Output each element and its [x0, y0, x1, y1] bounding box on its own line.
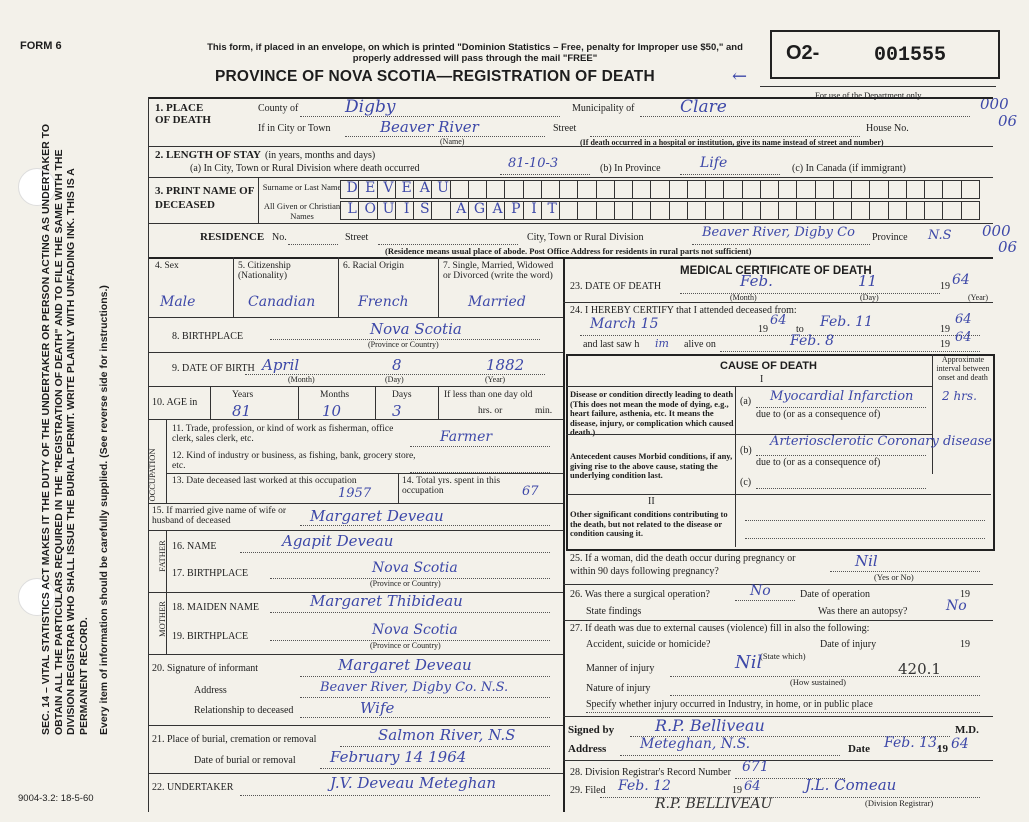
burial-place-value: Salmon River, N.S — [378, 726, 516, 744]
given-letter: T — [547, 201, 557, 217]
father-div — [166, 530, 167, 592]
col-div-3 — [438, 257, 439, 317]
side-note: Every item of information should be carefully supplied. (See reverse side for instructions.) — [98, 285, 111, 735]
spouse-line — [300, 525, 550, 526]
hrs-label: hrs. or — [478, 406, 503, 416]
mother-birthplace-hint: (Province or Country) — [370, 641, 441, 650]
informant-address-label: Address — [194, 685, 227, 696]
burial-place-line — [340, 746, 550, 747]
marital-label: 7. Single, Married, Widowed or Divorced (write the word) — [443, 261, 554, 281]
father-name-label: 16. NAME — [172, 541, 217, 552]
code-3: 000 — [982, 222, 1011, 240]
min-label: min. — [535, 406, 553, 416]
residence-label: RESIDENCE — [200, 231, 265, 243]
given-letter: I — [403, 201, 410, 217]
interval-label: Approximate interval between onset and death — [936, 355, 990, 382]
racial-value: French — [358, 294, 409, 310]
death-year-prefix: 19 — [940, 281, 950, 292]
how-hint: (How sustained) — [790, 677, 846, 687]
division-registrar-hint: (Division Registrar) — [865, 798, 934, 808]
age-label: 10. AGE in — [152, 397, 198, 408]
last-saw-prefix: im — [655, 337, 669, 350]
date-op-19: 19 — [960, 589, 970, 600]
other-significant-label: Other significant conditions contributing to the death, but not related to the disease or condition causing it. — [570, 509, 728, 538]
given-letter: U — [382, 201, 395, 217]
stay-b-value: Life — [700, 155, 728, 171]
stay-b-line — [680, 174, 780, 175]
res-city-line — [692, 244, 870, 245]
due-to-b: due to (or as a consequence of) — [756, 457, 881, 468]
street-label: Street — [553, 123, 577, 134]
md-label: M.D. — [955, 724, 979, 736]
print-name-label: 3. PRINT NAME OF DECEASED — [155, 185, 254, 211]
rule-6 — [148, 352, 563, 353]
months-label: Months — [320, 390, 350, 400]
rule-8 — [148, 419, 563, 420]
residence-street-label: Street — [345, 232, 369, 243]
mother-maiden-label: 18. MAIDEN NAME — [172, 602, 259, 613]
registration-number-box — [770, 30, 1000, 79]
md-address-line — [620, 755, 840, 756]
house-no-label: House No. — [866, 123, 909, 134]
trade-label: 11. Trade, profession, or kind of work as fisherman, office clerk, sales clerk, etc. — [172, 424, 394, 444]
date-injury-19: 19 — [960, 639, 970, 650]
filed-year-value: 64 — [744, 779, 761, 794]
nature-label: Nature of injury — [586, 683, 651, 694]
autopsy-label: Was there an autopsy? — [818, 606, 908, 617]
cause-a-value: Myocardial Infarction — [770, 389, 914, 404]
cause-c-label: (c) — [740, 477, 752, 488]
med-rule-2 — [563, 584, 993, 585]
surname-letters — [343, 180, 452, 196]
code-2: 06 — [998, 112, 1018, 130]
spouse-label: 15. If married give name of wife or husband of deceased — [152, 506, 287, 526]
length-of-stay-label: 2. LENGTH OF STAY — [155, 149, 261, 161]
city-value: Beaver River — [380, 118, 479, 136]
name-divider — [258, 178, 259, 223]
undertaker-label: 22. UNDERTAKER — [152, 782, 234, 793]
age-div-4 — [438, 386, 439, 419]
death-month-hint: (Month) — [730, 293, 757, 302]
occupation-div — [166, 419, 167, 503]
burial-date-line — [320, 768, 550, 769]
marital-value: Married — [468, 294, 526, 310]
rule-10 — [148, 530, 563, 531]
mother-vertical-label: MOTHER — [157, 601, 167, 637]
age-div-2 — [298, 386, 299, 419]
surname-letter: E — [365, 180, 376, 196]
mail-notice: This form, if placed in an envelope, on which is printed "Dominion Statistics – Free, penalty for Improper use $50," and properly addressed will pass through the mail "FREE" — [207, 42, 743, 64]
surgical-line — [735, 600, 795, 601]
specify-label: Specify whether injury occurred in Industry, in home, or in public place — [586, 699, 873, 710]
manner-value: Nil — [735, 652, 763, 673]
father-name-value: Agapit Deveau — [282, 532, 394, 550]
last-saw-year: 64 — [955, 330, 972, 345]
less-day-label: If less than one day old — [444, 390, 533, 400]
surgical-value: No — [750, 583, 771, 599]
given-letter: G — [473, 201, 485, 217]
attended-from-19: 19 — [758, 324, 768, 335]
cause-b-label: (b) — [740, 445, 752, 456]
form-number: FORM 6 — [20, 40, 62, 52]
last-saw-date: Feb. 8 — [790, 333, 835, 349]
alive-on-label: alive on — [684, 339, 716, 350]
father-birthplace-value: Nova Scotia — [372, 560, 458, 576]
informant-address-line — [300, 697, 550, 698]
city-label: If in City or Town — [258, 123, 331, 134]
age-div-1 — [210, 386, 211, 419]
given-letter: L — [347, 201, 357, 217]
roman-one: I — [760, 374, 764, 385]
trade-line — [410, 446, 550, 447]
external-label: 27. If death was due to external causes (violence) fill in also the following: — [570, 623, 870, 634]
nature-line — [670, 695, 980, 696]
dob-year: 1882 — [486, 356, 525, 374]
occupation-vertical-label: OCCUPATION — [147, 448, 157, 502]
signed-by-value: R.P. Belliveau — [655, 716, 765, 735]
residence-note: (Residence means usual place of abode. Post Office Address for residents in rural parts not sufficient) — [385, 246, 752, 256]
signed-by-label: Signed by — [568, 724, 615, 736]
informant-address-value: Beaver River, Digby Co. N.S. — [320, 680, 509, 695]
county-line — [300, 116, 560, 117]
attended-to-19: 19 — [940, 324, 950, 335]
given-letter: O — [364, 201, 377, 217]
surname-letter: E — [401, 180, 412, 196]
cause-b-value: Arteriosclerotic Coronary disease — [770, 434, 992, 449]
given-label: All Given or Christian Names — [263, 201, 341, 221]
birthplace-value: Nova Scotia — [370, 320, 462, 338]
md-address-label: Address — [568, 743, 607, 755]
father-birthplace-label: 17. BIRTHPLACE — [172, 568, 249, 579]
reg-number: 001555 — [874, 44, 947, 67]
code-1: 000 — [980, 95, 1009, 113]
mother-maiden-line — [270, 612, 550, 613]
disease-label: Disease or condition directly leading to death (This does not mean the mode of dying, e.g., heart failure, asthenia, etc. It means the disease, injury, or complication which caused death.) — [570, 389, 734, 437]
yes-no-hint: (Yes or No) — [874, 572, 914, 582]
relationship-value: Wife — [360, 699, 395, 717]
cause-a-line — [756, 407, 926, 408]
death-year: 64 — [952, 272, 970, 288]
cause-rule-3 — [566, 494, 991, 495]
birthplace-hint: (Province or Country) — [368, 340, 439, 349]
cause-c-line — [756, 488, 926, 489]
specify-line — [586, 712, 980, 713]
md-date-value: Feb. 13, — [884, 735, 942, 751]
arrow-mark: ← — [732, 66, 748, 87]
cause-title: CAUSE OF DEATH — [720, 360, 817, 372]
side-statute-text: SEC. 14 – VITAL STATISTICS ACT MAKES IT THE DUTY OF THE UNDERTAKER OR PERSON ACTING AS UNDERTAKER TO OBTAIN ALL THE PARTICULARS REQUIRED IN THE "REGISTRATION OF DEATH" AND TO FILE THE SAME WITH THE DIVISION REGISTRAR WHO SHALL ISSUE THE BURIAL PERMIT. WRITE PLAINLY WITH UNFADING INK. THIS IS A PERMANENT RECORD. — [40, 124, 90, 735]
burial-place-label: 21. Place of burial, cremation or removal — [152, 734, 317, 745]
date-death-label: 23. DATE OF DEATH — [570, 281, 662, 292]
dob-day-hint: (Day) — [385, 375, 404, 384]
relationship-line — [300, 717, 550, 718]
last-saw-line — [720, 351, 980, 352]
rule-3 — [148, 223, 993, 224]
res-street-line — [378, 244, 518, 245]
interval-a-value: 2 hrs. — [942, 389, 977, 403]
sex-label: 4. Sex — [155, 261, 179, 271]
racial-label: 6. Racial Origin — [343, 261, 404, 271]
cause-label-div — [735, 386, 736, 547]
given-letter: A — [492, 201, 503, 217]
antecedent-label: Antecedent causes Morbid conditions, if any, giving rise to the above cause, stating the underlying condition last. — [570, 451, 733, 480]
mother-birthplace-label: 19. BIRTHPLACE — [172, 631, 249, 642]
spouse-value: Margaret Deveau — [310, 507, 444, 525]
footer-code: 9004-3.2: 18-5-60 — [18, 793, 94, 804]
age-years-value: 81 — [232, 402, 252, 420]
stay-a-line — [500, 174, 590, 175]
attended-from-year: 64 — [770, 313, 787, 328]
father-name-line — [240, 552, 550, 553]
other-line-1 — [745, 520, 985, 521]
md-address-value: Meteghan, N.S. — [640, 736, 751, 752]
to-label: to — [796, 324, 804, 335]
med-rule-4 — [563, 716, 993, 717]
surname-letter: V — [383, 180, 394, 196]
undertaker-value: J.V. Deveau Meteghan — [330, 774, 496, 792]
findings-label: State findings — [586, 606, 642, 617]
father-vertical-label: FATHER — [157, 540, 167, 572]
attended-to: Feb. 11 — [820, 314, 873, 330]
record-number-label: 28. Division Registrar's Record Number — [570, 767, 731, 778]
registrar-signature: J.L. Comeau — [805, 776, 897, 794]
md-year-value: 64 — [951, 736, 969, 752]
bottom-signature: R.P. BELLIVEAU — [655, 796, 773, 812]
residence-no-label: No. — [272, 232, 287, 243]
code-4: 06 — [998, 238, 1018, 256]
attended-from: March 15 — [590, 316, 659, 332]
rule-5 — [148, 317, 563, 318]
med-rule-1 — [563, 302, 993, 303]
col-div-2 — [338, 257, 339, 317]
mother-birthplace-value: Nova Scotia — [372, 622, 458, 638]
place-of-death-label: 1. PLACE OF DEATH — [155, 102, 211, 126]
given-letter — [434, 201, 452, 217]
roman-two: II — [648, 496, 655, 507]
citizenship-label: 5. Citizenship (Nationality) — [238, 261, 291, 281]
medical-title: MEDICAL CERTIFICATE OF DEATH — [680, 265, 872, 277]
dob-year-hint: (Year) — [485, 375, 506, 384]
relationship-label: Relationship to deceased — [194, 705, 294, 716]
dob-month: April — [262, 356, 300, 374]
street-line — [590, 136, 860, 137]
trade-value: Farmer — [440, 429, 493, 445]
death-line — [680, 293, 940, 294]
med-rule-3 — [563, 620, 993, 621]
filed-19: 19 — [732, 785, 742, 796]
age-days-value: 3 — [392, 402, 402, 420]
manner-label: Manner of injury — [586, 663, 655, 674]
top-rule — [148, 97, 993, 99]
surname-label: Surname or Last Name — [262, 182, 342, 192]
total-years-value: 67 — [522, 484, 539, 499]
death-day-hint: (Day) — [860, 293, 879, 302]
department-use-note: For use of the Department only — [815, 90, 922, 100]
md-year-prefix: 19 — [937, 743, 948, 755]
informant-value: Margaret Deveau — [338, 656, 472, 674]
industry-label: 12. Kind of industry or business, as fishing, bank, grocery store, etc. — [172, 451, 416, 471]
state-which-hint: (State which) — [760, 651, 806, 661]
given-letter: I — [531, 201, 537, 217]
code-4201: 420.1 — [898, 660, 941, 678]
other-line-2 — [745, 538, 985, 539]
residence-city-label: City, Town or Rural Division — [527, 232, 644, 243]
filed-label: 29. Filed — [570, 785, 606, 796]
informant-label: 20. Signature of informant — [152, 663, 259, 674]
municipality-line — [640, 116, 970, 117]
rule-1 — [148, 146, 993, 147]
father-birthplace-hint: (Province or Country) — [370, 579, 441, 588]
last-worked-label: 13. Date deceased last worked at this occupation — [172, 476, 357, 486]
pregnancy-value: Nil — [855, 552, 878, 570]
date-injury-label: Date of injury — [820, 639, 877, 650]
med-rule-5 — [563, 760, 993, 761]
death-year-hint: (Year) — [968, 293, 989, 302]
stay-c-label: (c) In Canada (if immigrant) — [792, 163, 906, 174]
hospital-note: (If death occurred in a hospital or institution, give its name instead of street and number) — [580, 138, 884, 147]
birthplace-label: 8. BIRTHPLACE — [172, 331, 244, 342]
certify-label: 24. I HEREBY CERTIFY that I attended deceased from: — [570, 305, 797, 316]
given-letter: S — [420, 201, 430, 217]
attended-to-year: 64 — [955, 312, 972, 327]
length-units: (in years, months and days) — [265, 150, 376, 161]
record-number-value: 671 — [742, 759, 769, 775]
filed-date-value: Feb. 12 — [618, 778, 671, 794]
dob-label: 9. DATE OF BIRTH — [172, 363, 255, 374]
last-saw-label: and last saw h — [583, 339, 640, 350]
given-letters — [343, 201, 561, 217]
residence-province-value: N.S — [928, 228, 952, 243]
pregnancy-label: 25. If a woman, did the death occur during pregnancy or within 90 days following pregnancy? — [570, 553, 796, 577]
dob-month-hint: (Month) — [288, 375, 315, 384]
total-years-label: 14. Total yrs. spent in this occupation — [402, 476, 501, 496]
burial-date-value: February 14 1964 — [330, 748, 467, 766]
rule-12 — [148, 654, 563, 655]
days-label: Days — [392, 390, 412, 400]
death-month: Feb. — [740, 272, 773, 290]
rule-2 — [148, 177, 993, 178]
center-divider — [563, 257, 565, 812]
residence-province-label: Province — [872, 232, 908, 243]
stay-a-label: (a) In City, Town or Rural Division where death occurred — [190, 163, 420, 174]
md-date-label: Date — [848, 743, 870, 755]
residence-city-value: Beaver River, Digby Co — [702, 225, 855, 240]
cause-a-label: (a) — [740, 396, 752, 407]
age-months-value: 10 — [322, 402, 342, 420]
dept-line — [760, 86, 996, 87]
res-no-line — [288, 244, 338, 245]
sex-value: Male — [160, 294, 196, 310]
undertaker-line — [240, 795, 550, 796]
death-day: 11 — [858, 272, 878, 290]
occupation-rule — [166, 473, 563, 474]
due-to-a: due to (or as a consequence of) — [756, 409, 881, 420]
county-label: County of — [258, 103, 299, 114]
municipality-label: Municipality of — [572, 103, 635, 114]
given-letter: P — [511, 201, 521, 217]
attended-line — [580, 335, 980, 336]
given-letter: A — [456, 201, 467, 217]
informant-line — [300, 676, 550, 677]
dob-day: 8 — [392, 356, 402, 374]
age-div-3 — [375, 386, 376, 419]
surname-letter: U — [437, 180, 449, 196]
county-value: Digby — [345, 97, 396, 117]
reg-prefix: O2- — [786, 42, 820, 64]
form-title: PROVINCE OF NOVA SCOTIA—REGISTRATION OF DEATH — [215, 68, 655, 85]
years-label: Years — [232, 390, 254, 400]
mother-div — [166, 592, 167, 654]
interval-div — [932, 354, 933, 474]
occupation-mid — [398, 473, 399, 503]
stay-b-label: (b) In Province — [600, 163, 661, 174]
municipality-value: Clare — [680, 97, 727, 117]
cause-top-rule — [566, 386, 932, 387]
autopsy-value: No — [946, 598, 967, 614]
burial-date-label: Date of burial or removal — [194, 755, 296, 766]
stay-a-value: 81-10-3 — [508, 156, 559, 171]
last-worked-value: 1957 — [338, 486, 372, 501]
date-op-label: Date of operation — [800, 589, 870, 600]
citizenship-value: Canadian — [248, 294, 316, 310]
surgical-label: 26. Was there a surgical operation? — [570, 589, 710, 600]
col-div-1 — [233, 257, 234, 317]
last-saw-19: 19 — [940, 339, 950, 350]
name-hint: (Name) — [440, 137, 465, 146]
mother-maiden-value: Margaret Thibideau — [310, 592, 463, 610]
cause-b-line — [756, 455, 926, 456]
rule-9 — [148, 503, 563, 504]
rule-4 — [148, 257, 993, 259]
accident-label: Accident, suicide or homicide? — [586, 639, 711, 650]
surname-letter: D — [346, 180, 358, 196]
surname-letter: A — [419, 180, 430, 196]
